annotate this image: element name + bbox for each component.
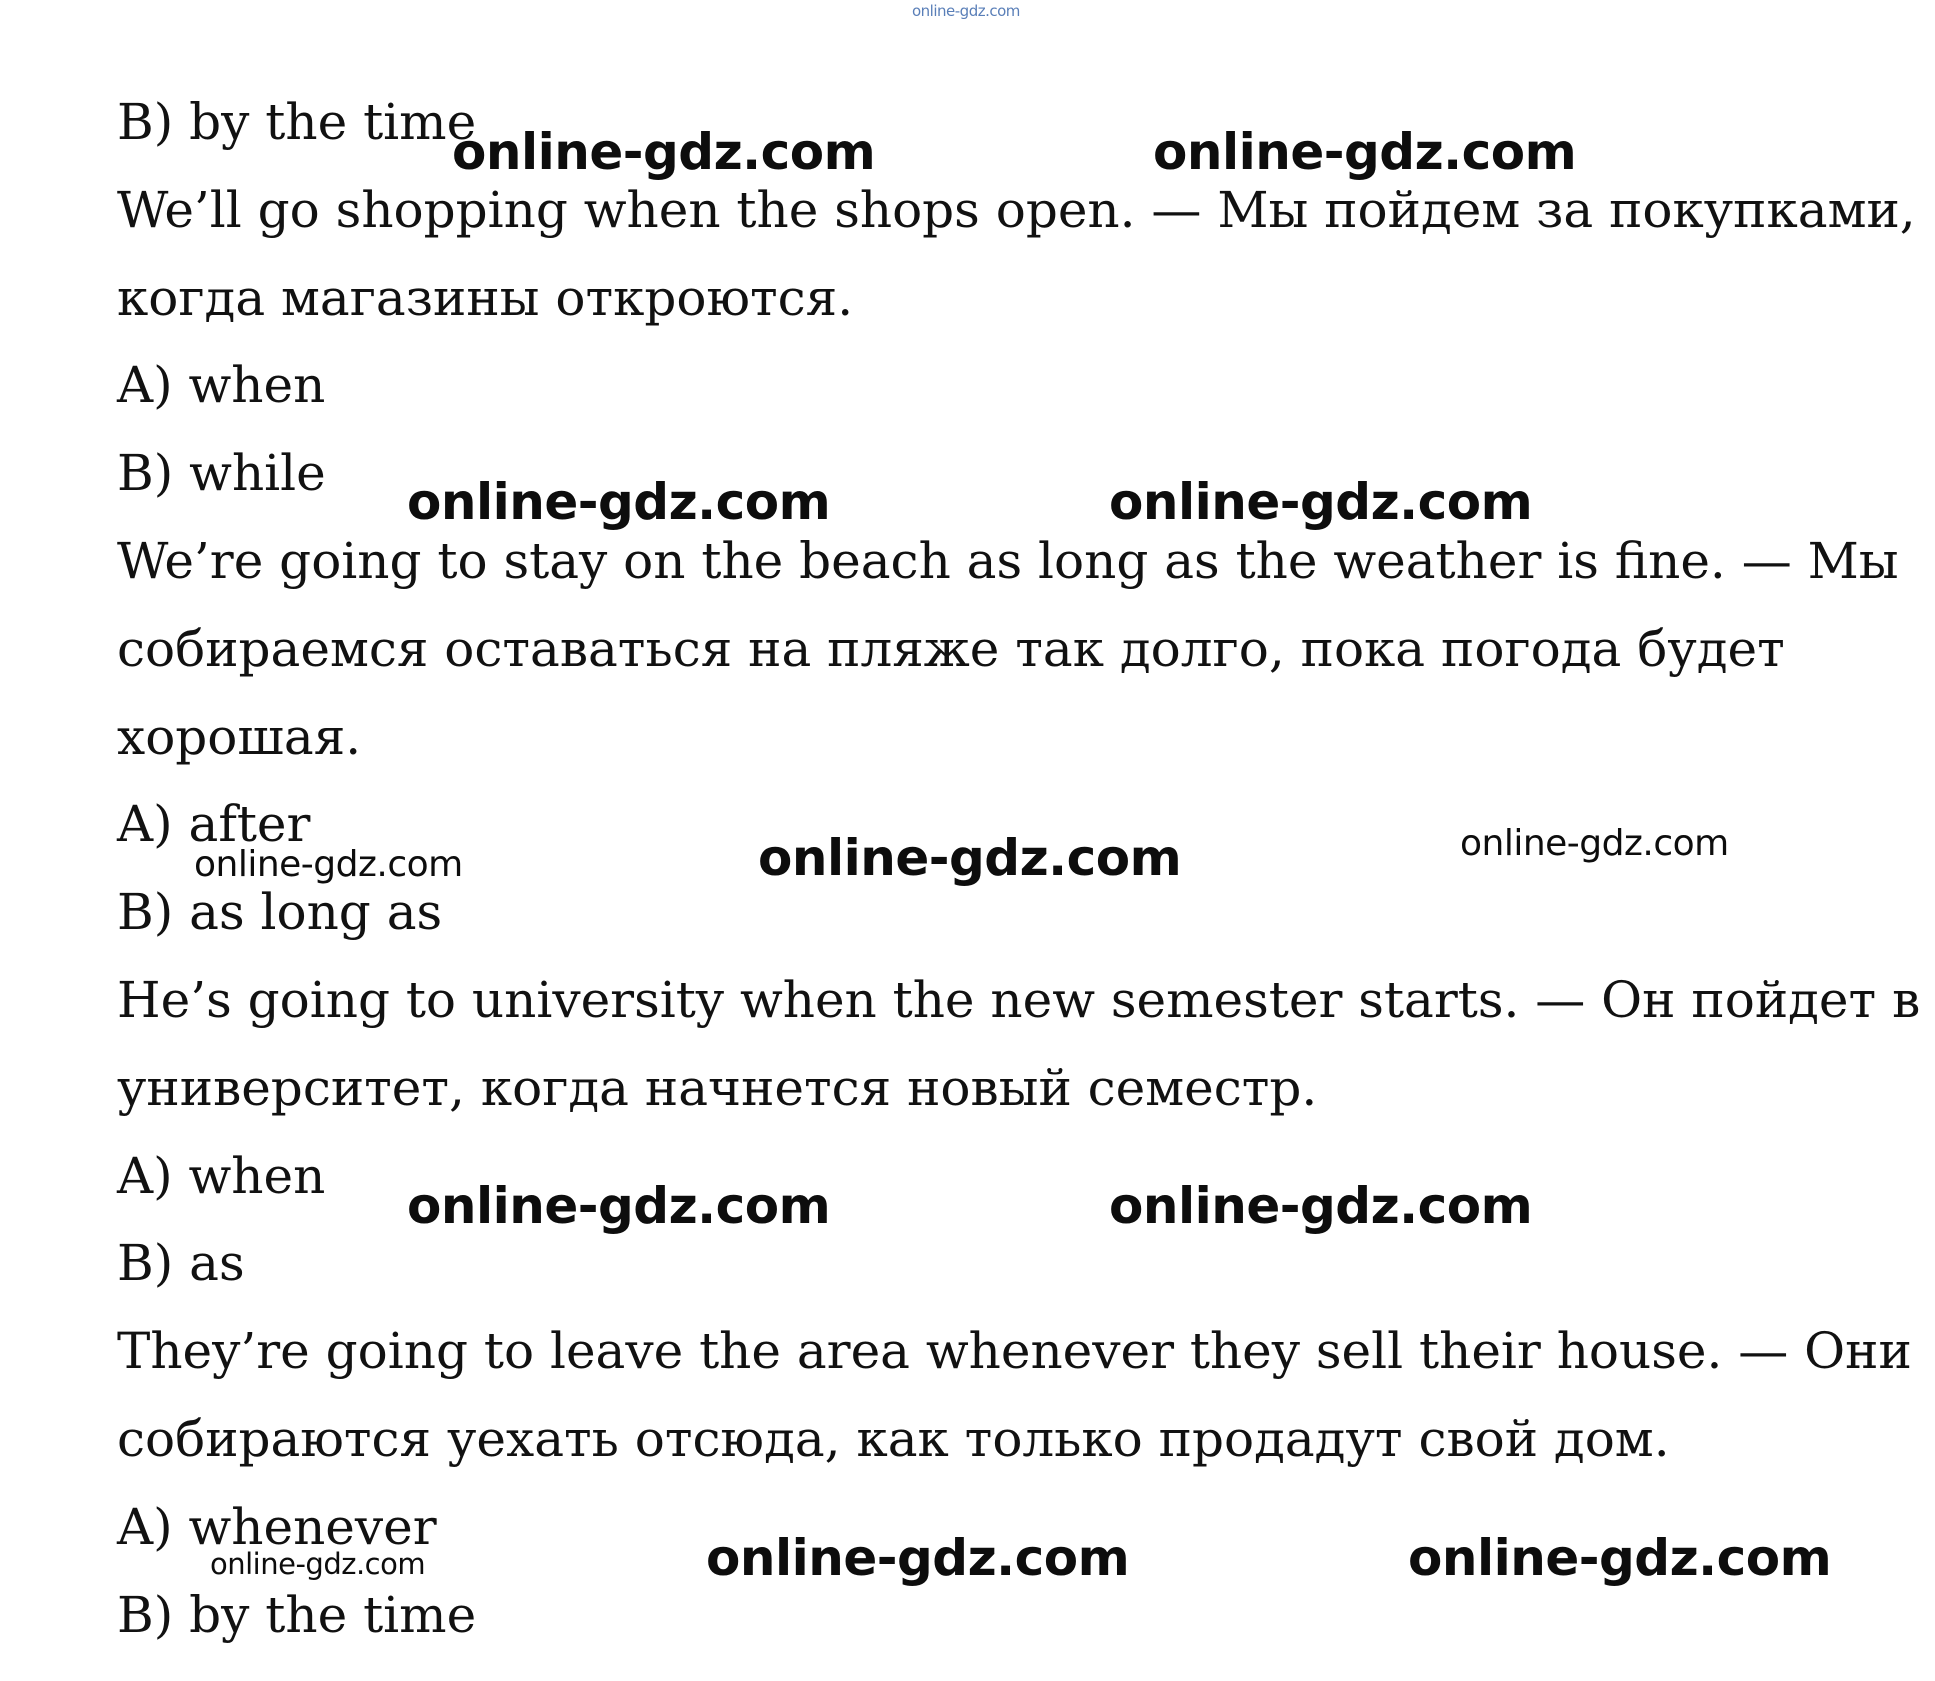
option-line: B) by the time (117, 1586, 477, 1644)
sentence-line: университет, когда начнется новый семестр. (117, 1059, 1318, 1117)
option-line: B) while (117, 444, 326, 502)
watermark: online-gdz.com (210, 1547, 426, 1581)
watermark-top: online-gdz.com (912, 2, 1020, 20)
sentence-line: We’re going to stay on the beach as long as the weather is fine. — Мы (117, 532, 1899, 590)
watermark: online-gdz.com (758, 829, 1182, 887)
sentence-line: He’s going to university when the new semester starts. — Он пойдет в (117, 971, 1921, 1029)
watermark: online-gdz.com (706, 1529, 1130, 1587)
option-line: A) when (117, 1147, 326, 1205)
option-line: A) whenever (117, 1498, 437, 1556)
option-line: B) as long as (117, 883, 443, 941)
watermark: online-gdz.com (1109, 473, 1533, 531)
option-line: A) when (117, 356, 326, 414)
watermark: online-gdz.com (452, 123, 876, 181)
sentence-line: We’ll go shopping when the shops open. — Мы пойдем за покупками, (117, 181, 1916, 239)
sentence-line: когда магазины откроются. (117, 269, 854, 327)
sentence-line: собираются уехать отсюда, как только продадут свой дом. (117, 1410, 1670, 1468)
watermark: online-gdz.com (1153, 123, 1577, 181)
option-line: B) by the time (117, 93, 477, 151)
option-line: A) after (117, 795, 311, 853)
watermark: online-gdz.com (194, 844, 463, 885)
watermark: online-gdz.com (1408, 1529, 1832, 1587)
watermark: online-gdz.com (407, 473, 831, 531)
sentence-line: хорошая. (117, 708, 362, 766)
sentence-line: собираемся оставаться на пляже так долго, пока погода будет (117, 620, 1785, 678)
option-line: B) as (117, 1234, 245, 1292)
watermark: online-gdz.com (1460, 823, 1729, 864)
watermark: online-gdz.com (407, 1177, 831, 1235)
sentence-line: They’re going to leave the area whenever they sell their house. — Они (117, 1322, 1912, 1380)
watermark: online-gdz.com (1109, 1177, 1533, 1235)
